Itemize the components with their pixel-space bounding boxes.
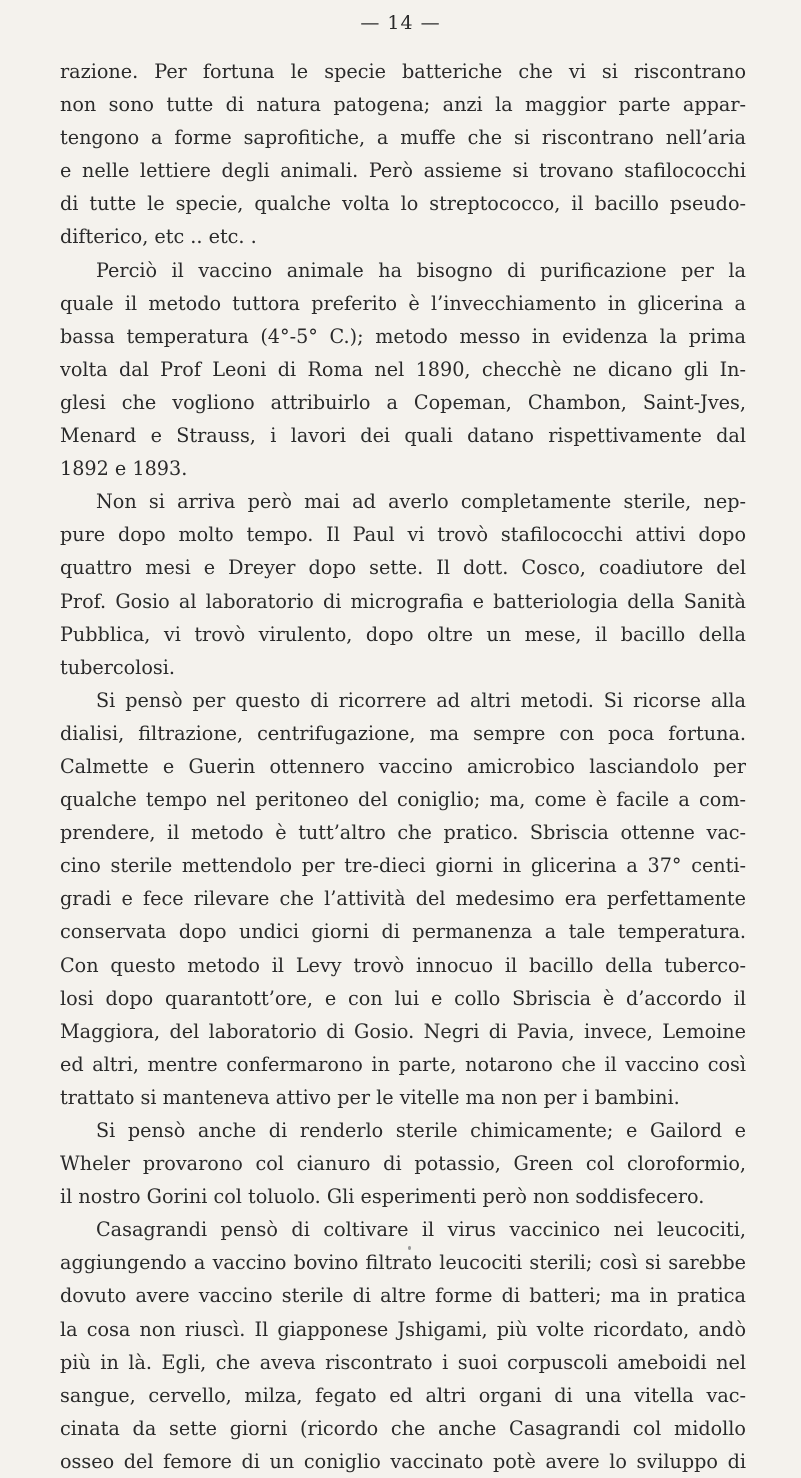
- text-line: cinata da sette giorni (ricordo che anche Casagrandi col midollo: [60, 1416, 746, 1440]
- text-line: conservata dopo undici giorni di permanenza a tale temperatura.: [60, 920, 746, 944]
- text-line: Non si arriva però mai ad averlo completamente sterile, nep-: [96, 490, 746, 514]
- text-line: Con questo metodo il Levy trovò innocuo il bacillo della tuberco-: [60, 953, 746, 977]
- text-line: tengono a forme saprofitiche, a muffe che si riscontrano nell’aria: [60, 126, 746, 150]
- text-line: Pubblica, vi trovò virulento, dopo oltre un mese, il bacillo della: [60, 622, 746, 646]
- text-line: il nostro Gorini col toluolo. Gli esperimenti però non soddisfecero.: [60, 1185, 705, 1209]
- text-line: gradi e fece rilevare che l’attività del medesimo era perfettamente: [60, 887, 746, 911]
- text-line: pure dopo molto tempo. Il Paul vi trovò stafilococchi attivi dopo: [60, 523, 746, 547]
- text-line: bassa temperatura (4°-5° C.); metodo messo in evidenza la prima: [60, 324, 746, 348]
- page-number: — 14 —: [360, 12, 441, 34]
- text-line: Si pensò per questo di ricorrere ad altri metodi. Si ricorse alla: [96, 688, 746, 712]
- text-line: tubercolosi.: [60, 655, 175, 679]
- text-line: più in là. Egli, che aveva riscontrato i suoi corpuscoli ameboidi nel: [60, 1350, 746, 1374]
- text-line: losi dopo quarantott’ore, e con lui e collo Sbriscia è d’accordo il: [60, 986, 746, 1010]
- text-line: Menard e Strauss, i lavori dei quali datano rispettivamente dal: [60, 424, 746, 448]
- text-line: non sono tutte di natura patogena; anzi la maggior parte appar-: [60, 93, 746, 117]
- text-line: prendere, il metodo è tutt’altro che pratico. Sbriscia ottenne vac-: [60, 821, 746, 845]
- text-line: cino sterile mettendolo per tre-dieci giorni in glicerina a 37° centi-: [60, 854, 746, 878]
- page-speck: [408, 1246, 411, 1250]
- text-line: Perciò il vaccino animale ha bisogno di purificazione per la: [96, 258, 746, 282]
- text-line: razione. Per fortuna le specie batteriche che vi si riscontrano: [60, 60, 746, 83]
- text-line: dovuto avere vaccino sterile di altre forme di batteri; ma in pratica: [60, 1284, 746, 1308]
- text-line: quattro mesi e Dreyer dopo sette. Il dott. Cosco, coadiutore del: [60, 556, 746, 580]
- text-line: trattato si manteneva attivo per le vitelle ma non per i bambini.: [60, 1085, 680, 1109]
- text-line: quale il metodo tuttora preferito è l’invecchiamento in glicerina a: [60, 291, 746, 315]
- text-line: Wheler provarono col cianuro di potassio, Green col cloroformio,: [60, 1152, 746, 1176]
- text-line: Maggiora, del laboratorio di Gosio. Negri di Pavia, invece, Lemoine: [60, 1019, 746, 1043]
- text-line: di tutte le specie, qualche volta lo streptococco, il bacillo pseudo-: [60, 192, 746, 216]
- text-line: qualche tempo nel peritoneo del coniglio; ma, come è facile a com-: [60, 788, 746, 812]
- text-line: osseo del femore di un coniglio vaccinato potè avere lo sviluppo di: [60, 1449, 746, 1473]
- text-line: Calmette e Guerin ottennero vaccino amicrobico lasciandolo per: [60, 754, 746, 778]
- text-line: Si pensò anche di renderlo sterile chimicamente; e Gailord e: [96, 1119, 746, 1142]
- text-line: sangue, cervello, milza, fegato ed altri organi di una vitella vac-: [60, 1383, 746, 1407]
- text-line: la cosa non riuscì. Il giapponese Jshigami, più volte ricordato, andò: [60, 1317, 746, 1341]
- text-line: e nelle lettiere degli animali. Però assieme si trovano stafilococchi: [60, 159, 746, 183]
- text-line: aggiungendo a vaccino bovino filtrato leucociti sterili; così si sarebbe: [60, 1251, 746, 1275]
- text-line: Prof. Gosio al laboratorio di micrografia e batteriologia della Sanità: [60, 589, 746, 613]
- text-line: volta dal Prof Leoni di Roma nel 1890, checchè ne dicano gli In-: [60, 357, 746, 381]
- text-line: dialisi, filtrazione, centrifugazione, ma sempre con poca fortuna.: [60, 721, 746, 745]
- text-line: Casagrandi pensò di coltivare il virus vaccinico nei leucociti,: [96, 1218, 746, 1242]
- text-line: glesi che vogliono attribuirlo a Copeman, Chambon, Saint-Jves,: [60, 390, 746, 414]
- text-line: ed altri, mentre confermarono in parte, notarono che il vaccino così: [60, 1052, 746, 1076]
- text-body: [60, 55, 746, 1478]
- text-line: 1892 e 1893.: [60, 457, 188, 481]
- text-line: difterico, etc .. etc. .: [60, 225, 257, 249]
